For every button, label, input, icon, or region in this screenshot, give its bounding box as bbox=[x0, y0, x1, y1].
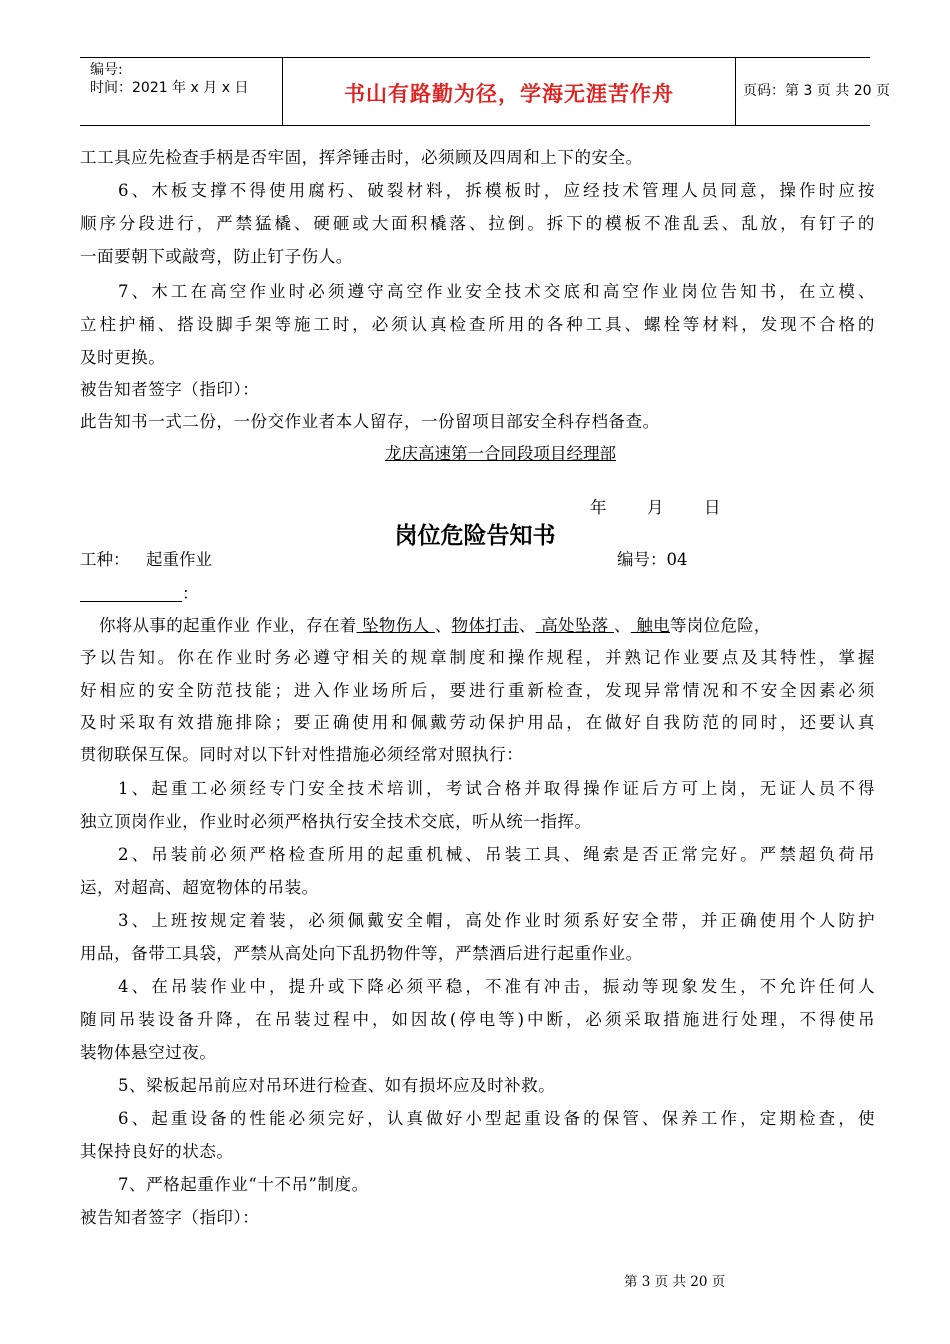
copies-note: 此告知书一式二份，一份交作业者本人留存，一份留项目部安全科存档备查。 bbox=[80, 412, 660, 431]
body-line: 贯彻联保互保。同时对以下针对性措施必须经常对照执行： bbox=[80, 745, 524, 764]
page-header bbox=[80, 57, 890, 126]
risk-electric-shock: 触电 bbox=[630, 616, 670, 635]
signature-line: 被告知者签字（指印）： bbox=[80, 380, 260, 399]
risk-fall-from-height: 高处坠落 bbox=[535, 616, 614, 635]
date-month: 月 bbox=[647, 498, 664, 517]
signature-line: 被告知者签字（指印）： bbox=[80, 1208, 260, 1227]
intro-text: 你将从事的起重作业 作业，存在着 bbox=[99, 616, 357, 635]
body-line: 用品，备带工具袋，严禁从高处向下乱扔物件等，严禁酒后进行起重作业。 bbox=[80, 944, 643, 963]
body-line: 及时采取有效措施排除；要正确使用和佩戴劳动保护用品，在做好自我防范的同时，还要认真 bbox=[80, 713, 875, 732]
body-line: 1、起重工必须经专门安全技术培训，考试合格并取得操作证后方可上岗，无证人员不得 bbox=[118, 779, 875, 798]
header-motto: 书山有路勤为径，学海无涯苦作舟 bbox=[344, 82, 674, 106]
addressee-blank bbox=[80, 601, 182, 602]
body-line: 独立顶岗作业，作业时必须严格执行安全技术交底，听从统一指挥。 bbox=[80, 812, 592, 831]
body-line: 及时更换。 bbox=[80, 348, 166, 367]
addressee-colon: ： bbox=[182, 584, 199, 603]
body-line: 5、梁板起吊前应对吊环进行检查、如有损坏应及时补救。 bbox=[118, 1076, 556, 1095]
body-line: 2、吊装前必须严格检查所用的起重机械、吊装工具、绳索是否正常完好。严禁超负荷吊 bbox=[118, 845, 875, 864]
body-line: 7、严格起重作业“十不吊”制度。 bbox=[118, 1175, 369, 1194]
header-page-cell bbox=[735, 58, 890, 125]
body-line: 7、木工在高空作业时必须遵守高空作业安全技术交底和高空作业岗位告知书，在立模、 bbox=[118, 282, 875, 301]
risk-separator: 、 bbox=[613, 616, 631, 635]
date-year: 年 bbox=[590, 498, 607, 517]
page-footer: 第 3 页 共 20 页 bbox=[624, 1274, 726, 1290]
intro-line bbox=[99, 614, 879, 638]
body-line: 随同吊装设备升降，在吊装过程中，如因故(停电等)中断，必须采取措施进行处理，不得使吊 bbox=[80, 1010, 875, 1029]
risk-separator: 、 bbox=[518, 616, 536, 635]
header-motto-cell bbox=[282, 58, 736, 125]
body-line: 一面要朝下或敲弯，防止钉子伤人。 bbox=[80, 247, 353, 266]
body-line: 立柱护桶、搭设脚手架等施工时，必须认真检查所用的各种工具、螺栓等材料，发现不合格的 bbox=[80, 315, 875, 334]
project-department: 龙庆高速第一合同段项目经理部 bbox=[385, 444, 616, 463]
body-line: 好相应的安全防范技能；进入作业场所后，要进行重新检查，发现异常情况和不安全因素必须 bbox=[80, 681, 875, 700]
body-line: 装物体悬空过夜。 bbox=[80, 1043, 217, 1062]
body-line: 工工具应先检查手柄是否牢固，挥斧锤击时，必须顾及四周和上下的安全。 bbox=[80, 148, 643, 167]
risk-separator: 、 bbox=[434, 616, 452, 635]
body-line: 顺序分段进行，严禁猛橇、硬砸或大面积橇落、拉倒。拆下的模板不准乱丢、乱放，有钉子的 bbox=[80, 214, 875, 233]
body-line: 6、木板支撑不得使用腐朽、破裂材料，拆模板时，应经技术管理人员同意，操作时应按 bbox=[118, 181, 875, 200]
form-number: 编号：04 bbox=[617, 550, 688, 569]
work-type-label: 工种： bbox=[80, 550, 130, 569]
body-line: 3、上班按规定着装，必须佩戴安全帽，高处作业时须系好安全带，并正确使用个人防护 bbox=[118, 911, 875, 930]
date-day: 日 bbox=[704, 498, 721, 517]
doc-number-label: 编号: bbox=[90, 62, 123, 78]
body-line: 其保持良好的状态。 bbox=[80, 1142, 234, 1161]
body-line: 6、起重设备的性能必须完好，认真做好小型起重设备的保管、保养工作，定期检查，使 bbox=[118, 1109, 875, 1128]
risk-falling-object: 坠物伤人 bbox=[356, 616, 435, 635]
intro-text-end: 等岗位危险， bbox=[669, 616, 771, 635]
header-page-info: 页码：第 3 页 共 20 页 bbox=[743, 83, 890, 99]
header-info-cell bbox=[80, 58, 282, 125]
document-title: 岗位危险告知书 bbox=[394, 523, 556, 549]
body-line: 运，对超高、超宽物体的吊装。 bbox=[80, 878, 319, 897]
work-type-value: 起重作业 bbox=[146, 550, 212, 569]
body-line: 4、在吊装作业中，提升或下降必须平稳，不准有冲击，振动等现象发生，不允许任何人 bbox=[118, 977, 875, 996]
body-line: 予以告知。你在作业时务必遵守相关的规章制度和操作规程，并熟记作业要点及其特性，掌握 bbox=[80, 648, 875, 667]
risk-object-strike: 物体打击 bbox=[451, 616, 519, 635]
doc-time-label: 时间：2021 年 x 月 x 日 bbox=[90, 80, 249, 96]
